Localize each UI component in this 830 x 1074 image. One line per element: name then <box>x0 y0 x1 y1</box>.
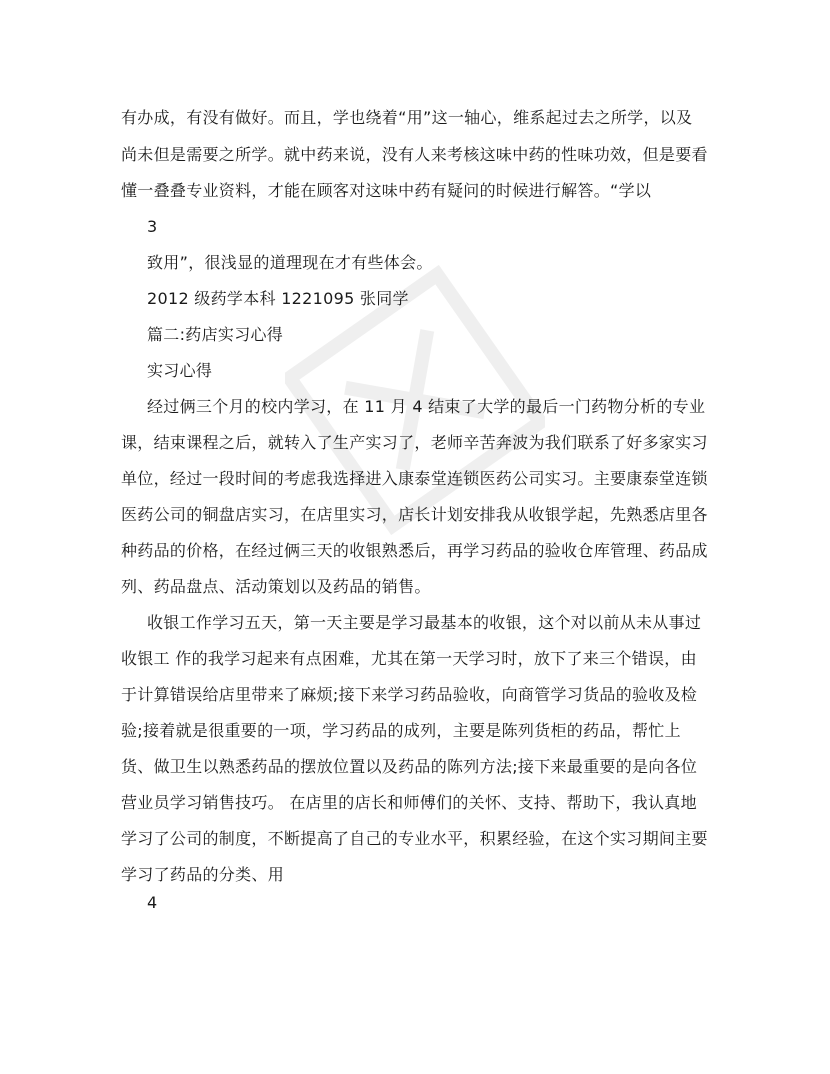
text-line: 有办成，有没有做好。而且，学也绕着“用”这一轴心，维系起过去之所学，以及 <box>121 108 693 127</box>
page-number: 3 <box>147 217 158 236</box>
text-line: 学习了公司的制度，不断提高了自己的专业水平，积累经验，在这个实习期间主要 <box>121 829 708 848</box>
text-line: 懂一叠叠专业资料，才能在顾客对这味中药有疑问的时候进行解答。“学以 <box>121 181 652 200</box>
text-line: 种药品的价格，在经过俩三天的收银熟悉后，再学习药品的验收仓库管理、药品成 <box>121 541 708 560</box>
text-line: 收银工作学习五天，第一天主要是学习最基本的收银，这个对以前从未从事过 <box>147 613 702 632</box>
section-title: 篇二:药店实习心得 <box>147 325 284 344</box>
text-line: 医药公司的铜盘店实习，在店里实习，店长计划安排我从收银学起，先熟悉店里各 <box>121 505 708 524</box>
text-line: 于计算错误给店里带来了麻烦;接下来学习药品验收，向商管学习货品的验收及检 <box>121 685 698 704</box>
page-number: 4 <box>147 893 158 912</box>
text-line: 尚未但是需要之所学。就中药来说，没有人来考核这味中药的性味功效，但是要看 <box>121 145 708 164</box>
text-line: 单位，经过一段时间的考虑我选择进入康泰堂连锁医药公司实习。主要康泰堂连锁 <box>121 469 708 488</box>
text-line: 经过俩三个月的校内学习，在 11 月 4 结束了大学的最后一门药物分析的专业 <box>147 397 706 416</box>
author-line: 2012 级药学本科 1221095 张同学 <box>147 289 409 308</box>
text-line: 致用”，很浅显的道理现在才有些体会。 <box>147 253 433 272</box>
text-line: 货、做卫生以熟悉药品的摆放位置以及药品的陈列方法;接下来最重要的是向各位 <box>121 757 698 776</box>
text-line: 营业员学习销售技巧。 在店里的店长和师傅们的关怀、支持、帮助下，我认真地 <box>121 793 697 812</box>
text-line: 列、药品盘点、活动策划以及药品的销售。 <box>121 577 431 596</box>
text-line: 验;接着就是很重要的一项，学习药品的成列，主要是陈列货柜的药品，帮忙上 <box>121 721 681 740</box>
text-line: 收银工 作的我学习起来有点困难，尤其在第一天学习时，放下了来三个错误，由 <box>121 649 697 668</box>
text-line: 课，结束课程之后，就转入了生产实习了，老师辛苦奔波为我们联系了好多家实习 <box>121 433 708 452</box>
article-title: 实习心得 <box>147 361 213 380</box>
text-line: 学习了药品的分类、用 <box>121 865 285 884</box>
